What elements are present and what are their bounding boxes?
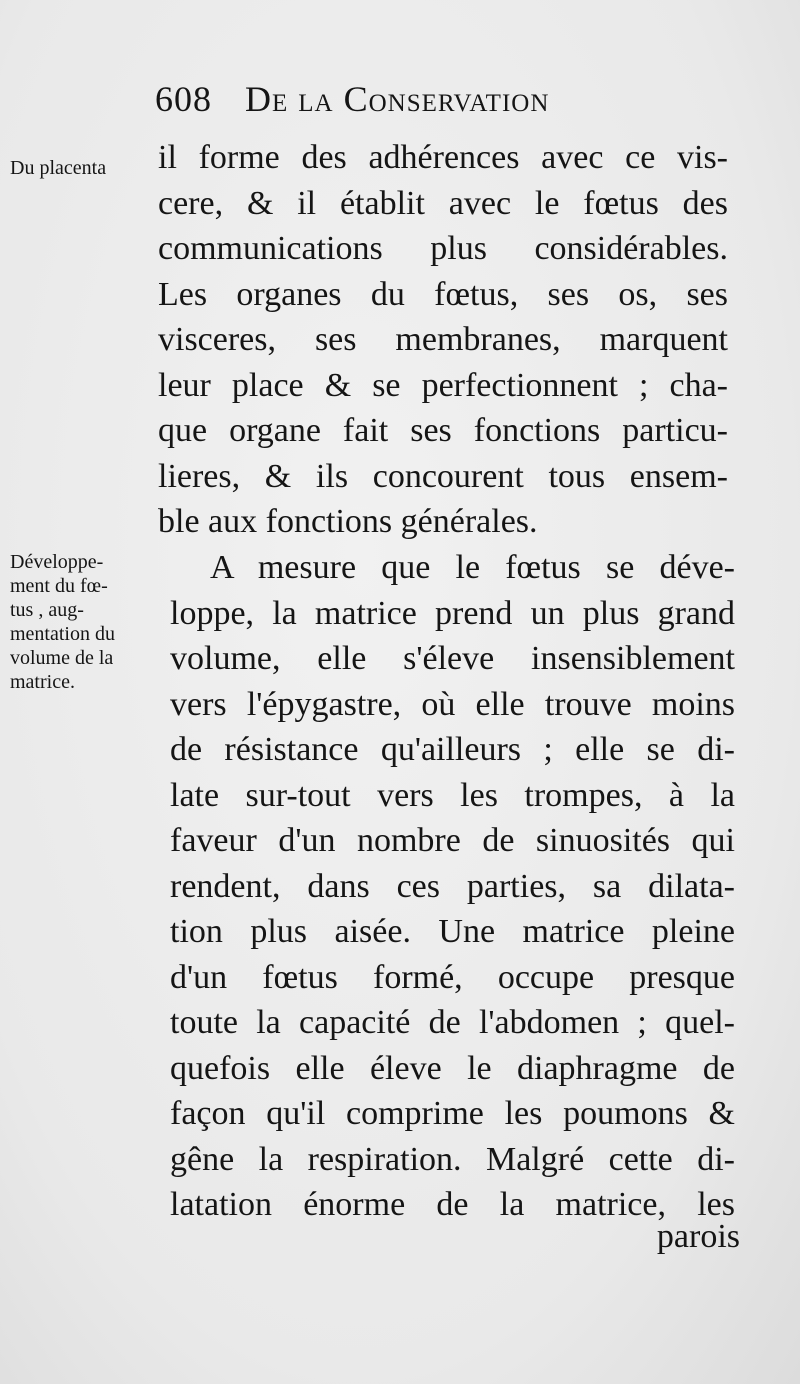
text-line: rendent, dans ces parties, sa dilata- — [170, 867, 735, 905]
text-line: façon qu'il comprime les poumons & — [170, 1095, 735, 1132]
text-line: Les organes du fœtus, ses os, ses — [158, 275, 728, 313]
text-line: volume, elle s'éleve insensiblement — [170, 640, 735, 677]
text-line: visceres, ses membranes, marquent — [158, 321, 728, 358]
text-line: lieres, & ils concourent tous ensem- — [158, 457, 728, 495]
text-line: latation énorme de la matrice, les — [170, 1186, 735, 1223]
text-line: tion plus aisée. Une matrice pleine — [170, 913, 735, 950]
margin-note-line: matrice. — [10, 671, 75, 693]
text-line: leur place & se perfectionnent ; cha- — [158, 366, 728, 404]
text-line: quefois elle éleve le diaphragme de — [170, 1049, 735, 1087]
margin-note-placenta: Du placenta — [10, 157, 107, 179]
paragraph-development — [170, 545, 735, 1228]
text-line: d'un fœtus formé, occupe presque — [170, 958, 735, 996]
text-line: de résistance qu'ailleurs ; elle se di- — [170, 731, 735, 768]
text-line: ble aux fonctions générales. — [158, 503, 538, 540]
margin-note-development — [10, 550, 162, 694]
text-line: que organe fait ses fonctions particu- — [158, 412, 728, 449]
text-line: cere, & il établit avec le fœtus des — [158, 184, 728, 222]
text-line: faveur d'un nombre de sinuosités qui — [170, 822, 735, 859]
paragraph-placenta — [158, 135, 728, 545]
catchword: parois — [656, 1218, 740, 1255]
text-line: vers l'épygastre, où elle trouve moins — [170, 685, 735, 723]
running-header — [155, 78, 655, 128]
margin-note-line: mentation du — [10, 623, 115, 645]
margin-note-line: volume de la — [10, 647, 114, 669]
running-title: De la Conservation — [245, 79, 550, 119]
margin-note-line: tus , aug- — [10, 599, 84, 621]
text-line: gêne la respiration. Malgré cette di- — [170, 1140, 735, 1178]
text-line: loppe, la matrice prend un plus grand — [170, 594, 735, 632]
margin-note-line: Développe- — [10, 551, 104, 573]
text-line: il forme des adhérences avec ce vis- — [158, 139, 728, 176]
text-line: late sur-tout vers les trompes, à la — [170, 776, 735, 814]
margin-note-line: ment du fœ- — [10, 575, 108, 597]
text-line: toute la capacité de l'abdomen ; quel- — [170, 1004, 735, 1041]
page-number: 608 — [155, 79, 212, 119]
text-line: A mesure que le fœtus se déve- — [210, 549, 735, 586]
text-line: communications plus considérables. — [158, 230, 728, 267]
